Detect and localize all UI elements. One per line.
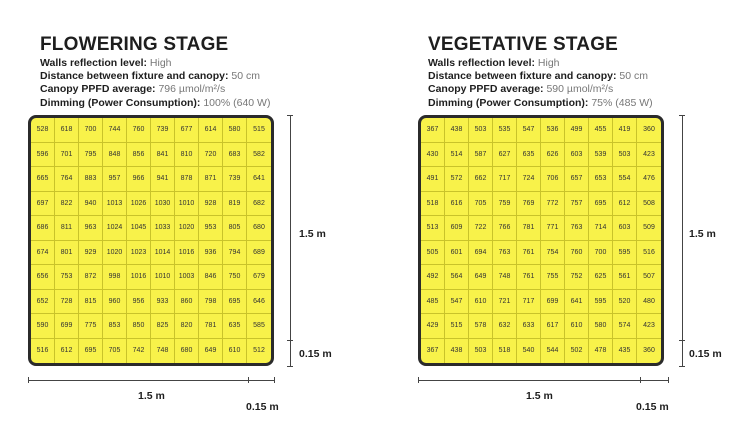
ppfd-cell: 766 [493, 216, 517, 241]
ppfd-cell: 739 [223, 167, 247, 192]
ppfd-cell: 561 [613, 265, 637, 290]
ppfd-cell: 503 [469, 118, 493, 143]
ppfd-cell: 748 [151, 339, 175, 364]
ppfd-cell: 872 [79, 265, 103, 290]
ppfd-cell: 798 [199, 290, 223, 315]
height-label: 1.5 m [299, 228, 326, 240]
spec-label: Distance between fixture and canopy: [428, 70, 617, 83]
ppfd-cell: 682 [247, 192, 271, 217]
ppfd-cell: 941 [151, 167, 175, 192]
ppfd-cell: 1020 [175, 216, 199, 241]
ppfd-cell: 564 [445, 265, 469, 290]
ppfd-cell: 610 [565, 314, 589, 339]
width-small-label: 0.15 m [246, 401, 279, 413]
width-dimension-line [418, 380, 668, 381]
dimension-tick [287, 115, 293, 116]
ppfd-cell: 853 [103, 314, 127, 339]
ppfd-cell: 491 [421, 167, 445, 192]
width-label: 1.5 m [138, 390, 165, 402]
ppfd-cell: 652 [31, 290, 55, 315]
ppfd-cell: 764 [55, 167, 79, 192]
ppfd-cell: 717 [517, 290, 541, 315]
ppfd-cell: 819 [223, 192, 247, 217]
ppfd-cell: 505 [421, 241, 445, 266]
ppfd-cell: 492 [421, 265, 445, 290]
dimension-tick [418, 377, 419, 383]
ppfd-cell: 646 [247, 290, 271, 315]
ppfd-cell: 657 [565, 167, 589, 192]
ppfd-cell: 478 [589, 339, 613, 364]
ppfd-cell: 423 [637, 143, 661, 168]
ppfd-cell: 1010 [151, 265, 175, 290]
ppfd-cell: 476 [637, 167, 661, 192]
width-label: 1.5 m [526, 390, 553, 402]
dimension-tick [248, 377, 249, 383]
ppfd-cell: 1010 [175, 192, 199, 217]
ppfd-cell: 705 [103, 339, 127, 364]
ppfd-cell: 761 [517, 241, 541, 266]
dimension-tick [274, 377, 275, 383]
ppfd-cell: 626 [541, 143, 565, 168]
ppfd-cell: 760 [565, 241, 589, 266]
ppfd-cell: 547 [517, 118, 541, 143]
ppfd-cell: 574 [613, 314, 637, 339]
ppfd-cell: 635 [223, 314, 247, 339]
ppfd-cell: 701 [55, 143, 79, 168]
height-dimension-line [682, 115, 683, 366]
ppfd-cell: 686 [31, 216, 55, 241]
spec-label: Canopy PPFD average: [40, 83, 156, 96]
panel-title: VEGETATIVE STAGE [428, 34, 619, 55]
ppfd-cell: 1003 [175, 265, 199, 290]
ppfd-cell: 503 [469, 339, 493, 364]
spec-value: High [149, 57, 172, 69]
spec-value: 50 cm [619, 70, 648, 83]
ppfd-grid [28, 115, 274, 366]
ppfd-cell: 438 [445, 339, 469, 364]
ppfd-cell: 960 [103, 290, 127, 315]
spec-label: Dimming (Power Consumption): [428, 96, 589, 109]
ppfd-cell: 618 [55, 118, 79, 143]
ppfd-cell: 641 [247, 167, 271, 192]
ppfd-cell: 794 [223, 241, 247, 266]
ppfd-cell: 739 [151, 118, 175, 143]
ppfd-cell: 512 [253, 347, 265, 355]
height-small-label: 0.15 m [299, 348, 332, 360]
ppfd-cell: 752 [565, 265, 589, 290]
ppfd-cell: 760 [127, 118, 151, 143]
ppfd-cell: 502 [565, 339, 589, 364]
ppfd-cell: 540 [517, 339, 541, 364]
ppfd-cell: 769 [517, 192, 541, 217]
ppfd-cell: 609 [445, 216, 469, 241]
ppfd-cell: 430 [421, 143, 445, 168]
ppfd-cell: 633 [517, 314, 541, 339]
spec-row [428, 70, 653, 83]
spec-row [40, 57, 270, 70]
dimension-tick [287, 340, 293, 341]
ppfd-cell: 822 [55, 192, 79, 217]
ppfd-cell: 547 [445, 290, 469, 315]
ppfd-cell: 674 [31, 241, 55, 266]
ppfd-cell: 728 [55, 290, 79, 315]
height-small-label: 0.15 m [689, 348, 722, 360]
ppfd-cell: 781 [517, 216, 541, 241]
ppfd-cell: 1020 [103, 241, 127, 266]
dimension-tick [679, 115, 685, 116]
ppfd-cell: 438 [445, 118, 469, 143]
spec-value: High [537, 57, 560, 69]
ppfd-cell: 871 [199, 167, 223, 192]
ppfd-cell: 742 [127, 339, 151, 364]
ppfd-cell: 515 [445, 314, 469, 339]
dimension-tick [679, 340, 685, 341]
ppfd-cell: 603 [565, 143, 589, 168]
spec-value: 590 µmol/m²/s [546, 83, 614, 96]
ppfd-cell: 695 [223, 290, 247, 315]
ppfd-cell: 1016 [127, 265, 151, 290]
ppfd-cell: 1033 [151, 216, 175, 241]
ppfd-cell: 635 [517, 143, 541, 168]
ppfd-cell: 595 [613, 241, 637, 266]
spec-label: Walls reflection level: [428, 57, 535, 69]
ppfd-cell: 753 [55, 265, 79, 290]
spec-label: Distance between fixture and canopy: [40, 70, 229, 83]
ppfd-cell: 507 [637, 265, 661, 290]
ppfd-cell: 520 [613, 290, 637, 315]
dimension-tick [287, 366, 293, 367]
ppfd-cell: 509 [637, 216, 661, 241]
ppfd-cell: 848 [103, 143, 127, 168]
ppfd-cell: 536 [541, 118, 565, 143]
ppfd-cell: 601 [445, 241, 469, 266]
spec-value: 796 µmol/m²/s [158, 83, 226, 96]
ppfd-cell: 850 [127, 314, 151, 339]
ppfd-cell: 699 [55, 314, 79, 339]
ppfd-cell: 683 [223, 143, 247, 168]
ppfd-cell: 744 [103, 118, 127, 143]
ppfd-cell: 1030 [151, 192, 175, 217]
ppfd-cell: 641 [565, 290, 589, 315]
ppfd-cell: 455 [589, 118, 613, 143]
ppfd-cell: 612 [613, 192, 637, 217]
ppfd-cell: 610 [223, 339, 247, 364]
ppfd-cell: 878 [175, 167, 199, 192]
ppfd-cell: 514 [445, 143, 469, 168]
dimension-tick [668, 377, 669, 383]
ppfd-cell: 775 [79, 314, 103, 339]
panel-title: FLOWERING STAGE [40, 34, 229, 55]
ppfd-grid [418, 115, 664, 366]
ppfd-cell: 724 [517, 167, 541, 192]
ppfd-cell: 508 [637, 192, 661, 217]
spec-value: 50 cm [231, 70, 260, 83]
height-label: 1.5 m [689, 228, 716, 240]
ppfd-cell: 515 [247, 118, 271, 143]
ppfd-cell: 595 [589, 290, 613, 315]
ppfd-cell: 649 [199, 339, 223, 364]
ppfd-cell: 572 [445, 167, 469, 192]
ppfd-cell: 662 [469, 167, 493, 192]
spec-value: 100% (640 W) [203, 96, 271, 109]
ppfd-cell: 714 [589, 216, 613, 241]
ppfd-cell: 360 [643, 347, 655, 355]
ppfd-cell: 883 [79, 167, 103, 192]
ppfd-cell: 846 [199, 265, 223, 290]
ppfd-cell: 617 [541, 314, 565, 339]
ppfd-cell: 750 [223, 265, 247, 290]
ppfd-cell: 722 [469, 216, 493, 241]
ppfd-cell: 632 [493, 314, 517, 339]
ppfd-cell: 554 [613, 167, 637, 192]
ppfd-cell: 610 [469, 290, 493, 315]
specs-list [40, 57, 270, 110]
ppfd-cell: 535 [493, 118, 517, 143]
ppfd-cell: 1016 [175, 241, 199, 266]
ppfd-cell: 499 [565, 118, 589, 143]
ppfd-cell: 754 [541, 241, 565, 266]
ppfd-cell: 825 [151, 314, 175, 339]
ppfd-cell: 705 [469, 192, 493, 217]
ppfd-cell: 1014 [151, 241, 175, 266]
ppfd-cell: 763 [565, 216, 589, 241]
ppfd-cell: 614 [199, 118, 223, 143]
ppfd-cell: 665 [31, 167, 55, 192]
ppfd-cell: 612 [55, 339, 79, 364]
ppfd-cell: 860 [175, 290, 199, 315]
ppfd-cell: 485 [421, 290, 445, 315]
ppfd-cell: 772 [541, 192, 565, 217]
ppfd-cell: 679 [247, 265, 271, 290]
ppfd-cell: 423 [637, 314, 661, 339]
spec-row [40, 70, 270, 83]
spec-row [428, 97, 653, 110]
ppfd-cell: 929 [79, 241, 103, 266]
ppfd-cell: 815 [79, 290, 103, 315]
ppfd-cell: 940 [79, 192, 103, 217]
ppfd-cell: 1013 [103, 192, 127, 217]
ppfd-cell: 1026 [127, 192, 151, 217]
spec-row [428, 57, 653, 70]
ppfd-cell: 841 [151, 143, 175, 168]
ppfd-cell: 429 [421, 314, 445, 339]
ppfd-cell: 697 [31, 192, 55, 217]
ppfd-cell: 700 [589, 241, 613, 266]
ppfd-cell: 706 [541, 167, 565, 192]
ppfd-cell: 367 [421, 339, 445, 364]
ppfd-cell: 694 [469, 241, 493, 266]
ppfd-cell: 680 [175, 339, 199, 364]
ppfd-cell: 513 [421, 216, 445, 241]
ppfd-cell: 957 [103, 167, 127, 192]
ppfd-cell: 810 [175, 143, 199, 168]
ppfd-cell: 528 [31, 118, 55, 143]
ppfd-cell: 856 [127, 143, 151, 168]
ppfd-cell: 578 [469, 314, 493, 339]
ppfd-cell: 720 [199, 143, 223, 168]
ppfd-cell: 544 [541, 339, 565, 364]
ppfd-cell: 653 [589, 167, 613, 192]
ppfd-cell: 680 [247, 216, 271, 241]
ppfd-cell: 580 [589, 314, 613, 339]
vegetative-panel [388, 0, 750, 421]
ppfd-cell: 585 [247, 314, 271, 339]
ppfd-cell: 820 [175, 314, 199, 339]
ppfd-cell: 936 [199, 241, 223, 266]
ppfd-cell: 721 [493, 290, 517, 315]
ppfd-cell: 625 [589, 265, 613, 290]
ppfd-cell: 616 [445, 192, 469, 217]
ppfd-cell: 367 [421, 118, 445, 143]
ppfd-cell: 811 [55, 216, 79, 241]
ppfd-cell: 805 [223, 216, 247, 241]
ppfd-cell: 596 [31, 143, 55, 168]
dimension-tick [679, 366, 685, 367]
ppfd-cell: 503 [613, 143, 637, 168]
ppfd-cell: 953 [199, 216, 223, 241]
spec-row [428, 83, 653, 96]
ppfd-cell: 516 [31, 339, 55, 364]
ppfd-cell: 966 [127, 167, 151, 192]
ppfd-cell: 419 [613, 118, 637, 143]
ppfd-cell: 771 [541, 216, 565, 241]
ppfd-cell: 700 [79, 118, 103, 143]
ppfd-cell: 587 [469, 143, 493, 168]
ppfd-cell: 649 [469, 265, 493, 290]
ppfd-cell: 656 [31, 265, 55, 290]
spec-label: Canopy PPFD average: [428, 83, 544, 96]
ppfd-cell: 480 [637, 290, 661, 315]
ppfd-cell: 928 [199, 192, 223, 217]
ppfd-cell: 1023 [127, 241, 151, 266]
ppfd-cell: 761 [517, 265, 541, 290]
ppfd-cell: 539 [589, 143, 613, 168]
spec-row [40, 83, 270, 96]
ppfd-cell: 580 [223, 118, 247, 143]
ppfd-cell: 801 [55, 241, 79, 266]
ppfd-cell: 1024 [103, 216, 127, 241]
ppfd-cell: 518 [421, 192, 445, 217]
ppfd-cell: 717 [493, 167, 517, 192]
width-dimension-line [28, 380, 274, 381]
ppfd-cell: 998 [103, 265, 127, 290]
ppfd-cell: 435 [613, 339, 637, 364]
ppfd-cell: 956 [127, 290, 151, 315]
ppfd-cell: 699 [541, 290, 565, 315]
ppfd-cell: 933 [151, 290, 175, 315]
spec-label: Dimming (Power Consumption): [40, 96, 201, 109]
width-small-label: 0.15 m [636, 401, 669, 413]
ppfd-cell: 763 [493, 241, 517, 266]
ppfd-cell: 516 [637, 241, 661, 266]
dimension-tick [640, 377, 641, 383]
ppfd-cell: 360 [637, 118, 661, 143]
ppfd-cell: 963 [79, 216, 103, 241]
ppfd-cell: 518 [493, 339, 517, 364]
spec-label: Walls reflection level: [40, 57, 147, 69]
ppfd-cell: 590 [31, 314, 55, 339]
specs-list [428, 57, 653, 110]
ppfd-cell: 677 [175, 118, 199, 143]
ppfd-cell: 795 [79, 143, 103, 168]
ppfd-cell: 695 [589, 192, 613, 217]
ppfd-cell: 695 [79, 339, 103, 364]
dimension-tick [28, 377, 29, 383]
ppfd-cell: 748 [493, 265, 517, 290]
height-dimension-line [290, 115, 291, 366]
ppfd-cell: 781 [199, 314, 223, 339]
spec-row [40, 97, 270, 110]
ppfd-cell: 759 [493, 192, 517, 217]
ppfd-cell: 627 [493, 143, 517, 168]
ppfd-cell: 689 [247, 241, 271, 266]
ppfd-cell: 755 [541, 265, 565, 290]
ppfd-cell: 582 [247, 143, 271, 168]
spec-value: 75% (485 W) [591, 96, 653, 109]
ppfd-cell: 1045 [127, 216, 151, 241]
ppfd-cell: 603 [613, 216, 637, 241]
ppfd-cell: 757 [565, 192, 589, 217]
